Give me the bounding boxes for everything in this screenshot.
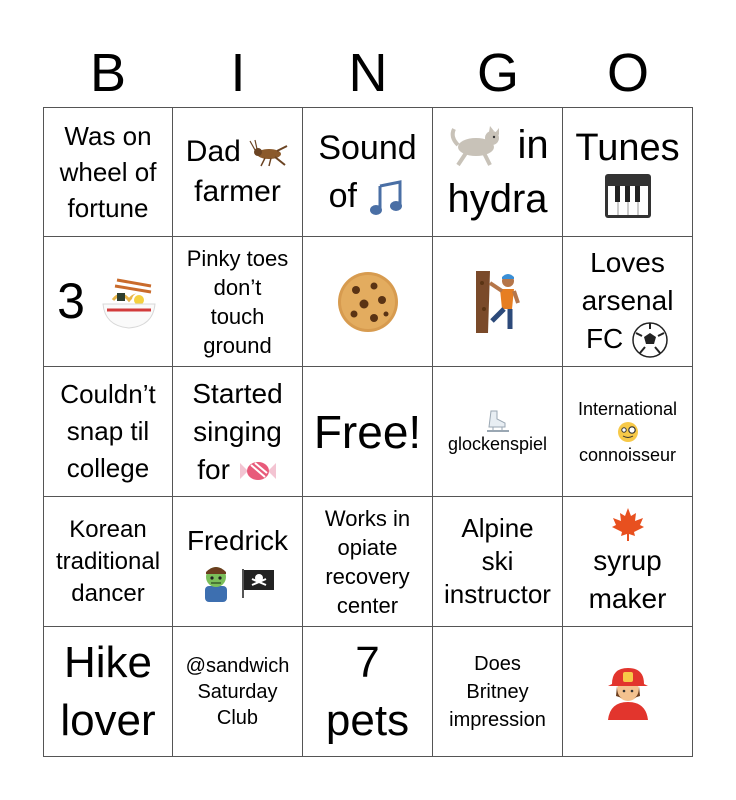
zombie-icon bbox=[199, 564, 233, 602]
bingo-cell[interactable] bbox=[43, 497, 173, 627]
bingo-cell[interactable] bbox=[43, 367, 173, 497]
cell-text: International bbox=[577, 398, 678, 419]
candy-icon bbox=[238, 457, 278, 485]
cell-text: pets bbox=[325, 695, 410, 745]
cell-text: glockenspiel bbox=[447, 433, 548, 454]
header-letter-i: I bbox=[230, 43, 246, 103]
header-letter-g: G bbox=[476, 43, 519, 103]
cell-text: wheel of bbox=[59, 157, 157, 187]
bingo-cell[interactable] bbox=[303, 107, 433, 237]
maple-leaf-icon bbox=[610, 506, 646, 542]
bingo-cell[interactable] bbox=[433, 627, 563, 757]
cell-text: Alpine bbox=[461, 513, 534, 543]
cell-text: Pinky toes bbox=[186, 245, 289, 271]
cell-text: fortune bbox=[67, 193, 149, 223]
cell-text: hydra bbox=[447, 177, 548, 221]
bingo-cell[interactable] bbox=[303, 497, 433, 627]
cell-text: impression bbox=[449, 708, 546, 731]
cell-text: instructor bbox=[444, 579, 551, 609]
bingo-cell[interactable] bbox=[303, 237, 433, 367]
cell-text: don’t bbox=[213, 274, 262, 300]
cell-text: Tunes bbox=[575, 127, 680, 169]
cell-text: traditional bbox=[55, 547, 161, 575]
cricket-icon bbox=[249, 139, 289, 167]
bingo-cell[interactable] bbox=[173, 627, 303, 757]
cell-text: Hike bbox=[63, 637, 153, 687]
cell-text: syrup bbox=[593, 544, 662, 576]
musical-notes-icon bbox=[366, 178, 406, 218]
cookie-icon bbox=[336, 270, 400, 334]
bingo-cell[interactable] bbox=[563, 627, 693, 757]
bingo-grid bbox=[43, 107, 693, 757]
header-letter-b: B bbox=[89, 43, 127, 103]
soccer-ball-icon bbox=[631, 321, 669, 359]
cell-text: Couldn’t bbox=[60, 379, 156, 409]
bingo-cell[interactable] bbox=[173, 237, 303, 367]
bingo-cell[interactable] bbox=[563, 497, 693, 627]
cell-text: maker bbox=[588, 582, 667, 614]
cell-text: 3 bbox=[57, 272, 85, 329]
piano-keyboard-icon bbox=[604, 172, 652, 220]
ramen-bowl-icon bbox=[99, 276, 159, 332]
cell-text: in bbox=[517, 123, 549, 167]
bingo-cell[interactable] bbox=[43, 107, 173, 237]
cell-text: Korean bbox=[69, 515, 147, 543]
cell-text: Saturday bbox=[197, 680, 278, 703]
cell-text: ski bbox=[481, 546, 514, 576]
bingo-cell[interactable] bbox=[173, 107, 303, 237]
pirate-flag-icon bbox=[240, 567, 276, 599]
cell-text: Does bbox=[474, 652, 521, 675]
cell-text: lover bbox=[60, 695, 156, 745]
cell-text: touch bbox=[210, 303, 265, 329]
cell-text: opiate bbox=[337, 534, 398, 560]
cell-text: Started bbox=[192, 377, 283, 409]
cell-text: Was on bbox=[64, 121, 152, 151]
cell-text: recovery bbox=[325, 563, 410, 589]
cell-text: of bbox=[328, 177, 357, 215]
cell-text: arsenal bbox=[581, 284, 674, 316]
bingo-cell[interactable] bbox=[563, 237, 693, 367]
bingo-cell[interactable] bbox=[563, 107, 693, 237]
free-space: Free! bbox=[313, 405, 422, 458]
header-letter-o: O bbox=[606, 43, 649, 103]
cell-text: Dad bbox=[185, 135, 241, 168]
cell-text: farmer bbox=[194, 175, 281, 208]
bingo-cell[interactable] bbox=[173, 367, 303, 497]
cell-text: FC bbox=[585, 322, 624, 354]
ice-skate-icon bbox=[485, 409, 511, 433]
cell-text: snap til bbox=[66, 416, 150, 446]
cell-text: Works in bbox=[324, 505, 411, 531]
cell-text: 7 bbox=[355, 637, 380, 687]
bingo-cell[interactable] bbox=[303, 367, 433, 497]
bingo-cell[interactable] bbox=[563, 367, 693, 497]
cell-text: center bbox=[336, 592, 399, 618]
rock-climber-icon bbox=[474, 269, 522, 335]
firefighter-icon bbox=[602, 664, 654, 720]
cell-text: Loves bbox=[590, 246, 665, 278]
bingo-cell[interactable] bbox=[173, 497, 303, 627]
header-letter-n: N bbox=[348, 43, 388, 103]
cell-text: @sandwich bbox=[185, 654, 290, 677]
cell-text: college bbox=[66, 453, 150, 483]
bingo-cell[interactable] bbox=[433, 107, 563, 237]
cell-text: Sound bbox=[318, 129, 417, 167]
cell-text: dancer bbox=[71, 579, 145, 607]
bingo-cell[interactable] bbox=[433, 237, 563, 367]
bingo-cell[interactable] bbox=[43, 627, 173, 757]
bingo-cell[interactable] bbox=[303, 627, 433, 757]
cell-text: ground bbox=[203, 332, 272, 358]
monocle-face-icon bbox=[617, 421, 639, 443]
cell-text: for bbox=[197, 453, 230, 485]
cell-text: Britney bbox=[466, 680, 529, 703]
bingo-cell[interactable] bbox=[433, 367, 563, 497]
cell-text: Fredrick bbox=[186, 525, 289, 557]
cell-text: singing bbox=[193, 415, 282, 447]
cat-icon bbox=[446, 125, 506, 169]
bingo-header bbox=[43, 40, 693, 106]
bingo-cell[interactable] bbox=[433, 497, 563, 627]
bingo-cell[interactable] bbox=[43, 237, 173, 367]
cell-text: Club bbox=[216, 706, 259, 729]
cell-text: connoisseur bbox=[578, 444, 677, 465]
